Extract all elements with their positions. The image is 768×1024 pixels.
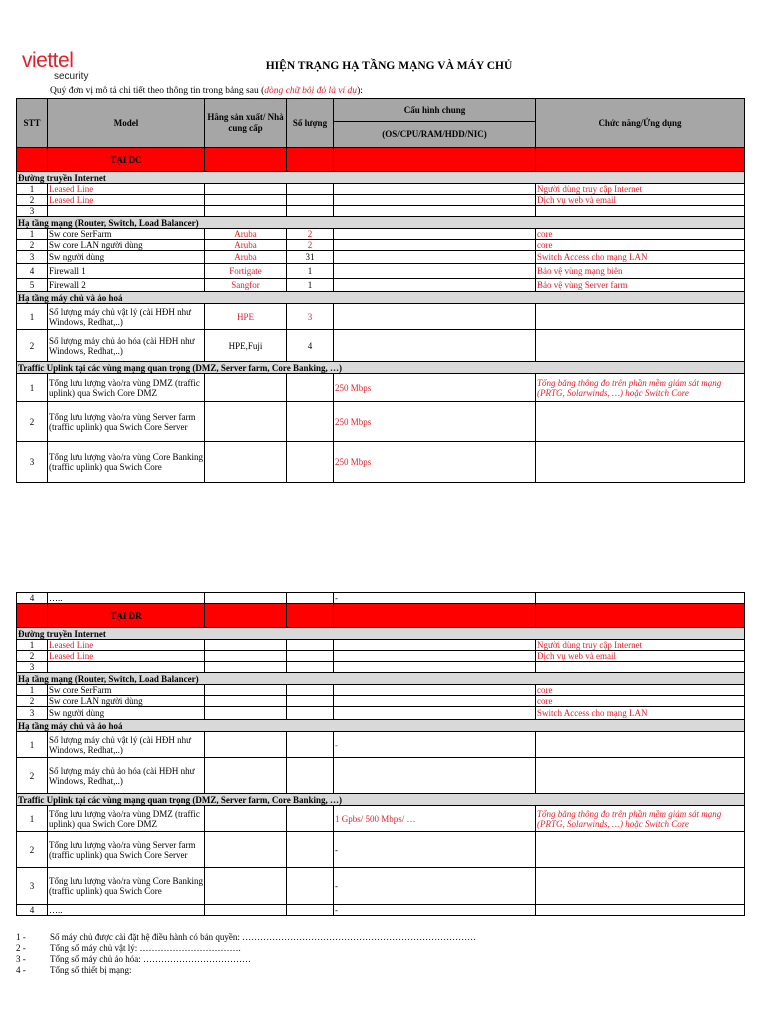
cell-function: core — [536, 685, 745, 696]
cell-config: 250 Mbps — [334, 374, 536, 402]
summary-item — [16, 943, 476, 954]
site-label: TẠI DR — [48, 604, 205, 628]
cell-quantity: 31 — [287, 251, 334, 264]
cell-function: Bảo vệ vùng mạng biên — [536, 264, 745, 279]
dr-inventory-table — [16, 592, 745, 916]
cell-stt: 1 — [17, 806, 48, 832]
table-row — [17, 240, 745, 251]
cell-stt: 2 — [17, 832, 48, 868]
page-title: HIỆN TRẠNG HẠ TẦNG MẠNG VÀ MÁY CHỦ — [265, 60, 513, 72]
cell-config: - — [334, 868, 536, 905]
cell-model: Số lượng máy chủ vật lý (cài HĐH như Windows, Redhat,..) — [48, 732, 205, 758]
logo-wordmark: viettel — [22, 49, 74, 72]
cell-quantity: 3 — [287, 304, 334, 330]
cell-stt: 1 — [17, 184, 48, 195]
table-row — [17, 662, 745, 673]
table-row — [17, 685, 745, 696]
cell-config: 250 Mbps — [334, 402, 536, 442]
logo-subtitle: security — [54, 71, 89, 82]
cell-function: Tổng băng thông đo trên phần mềm giám sát mạng (PRTG, Solarwinds, …) hoặc Switch Core — [536, 806, 745, 832]
summary-number: 3 - — [16, 954, 26, 964]
cell-stt: 2 — [17, 651, 48, 662]
cell-stt: 1 — [17, 685, 48, 696]
cell-model: ….. — [48, 593, 205, 604]
cell-stt: 1 — [17, 640, 48, 651]
summary-text: Số máy chủ được cài đặt hệ điều hành có bản quyền: …………………………………………………………………… — [50, 932, 477, 942]
cell-model: Sw người dùng — [48, 251, 205, 264]
cell-model: Sw core LAN người dùng — [48, 240, 205, 251]
cell-quantity: 2 — [287, 240, 334, 251]
cell-vendor: Fortigate — [205, 264, 287, 279]
section-traffic: Traffic Uplink tại các vùng mạng quan trọng (DMZ, Server farm, Core Banking, …) — [17, 362, 745, 374]
cell-function: Dịch vụ web và email — [536, 195, 745, 206]
table-row — [17, 206, 745, 217]
table-row — [17, 832, 745, 868]
cell-model: Leased Line — [48, 640, 205, 651]
cell-stt: 5 — [17, 279, 48, 292]
summary-number: 1 - — [16, 932, 26, 942]
table-row — [17, 758, 745, 794]
cell-model: Firewall 2 — [48, 279, 205, 292]
header-quantity: Số lượng — [287, 99, 334, 148]
table-row — [17, 442, 745, 483]
cell-vendor: Aruba — [205, 251, 287, 264]
cell-model: Sw core SerFarm — [48, 685, 205, 696]
section-internet: Đường truyền Internet — [17, 628, 745, 640]
cell-model: Tổng lưu lượng vào/ra vùng Core Banking (traffic uplink) qua Swich Core — [48, 868, 205, 905]
table-row — [17, 651, 745, 662]
table-row — [17, 402, 745, 442]
cell-model: Số lượng máy chủ ảo hóa (cài HĐH như Windows, Redhat,..) — [48, 330, 205, 362]
table-row — [17, 279, 745, 292]
table-row — [17, 806, 745, 832]
cell-function: Bảo vệ vùng Server farm — [536, 279, 745, 292]
cell-function: Người dùng truy cập Internet — [536, 640, 745, 651]
site-label: TẠI DC — [48, 148, 205, 172]
section-network: Hạ tầng mạng (Router, Switch, Load Balancer) — [17, 673, 745, 685]
cell-stt: 3 — [17, 662, 48, 673]
cell-config: 1 Gpbs/ 500 Mbps/ … — [334, 806, 536, 832]
cell-vendor: Aruba — [205, 240, 287, 251]
table-row — [17, 593, 745, 604]
cell-model: Sw core LAN người dùng — [48, 696, 205, 707]
cell-model: Tổng lưu lượng vào/ra vùng DMZ (traffic uplink) qua Swich Core DMZ — [48, 806, 205, 832]
summary-item — [16, 965, 476, 976]
table-row — [17, 229, 745, 240]
summary-text: Tổng số máy chủ vật lý: ……………………………. — [50, 943, 241, 953]
header-stt: STT — [17, 99, 48, 148]
cell-config: - — [334, 905, 536, 916]
table-row — [17, 330, 745, 362]
table-row — [17, 868, 745, 905]
cell-config: 250 Mbps — [334, 442, 536, 483]
cell-stt: 4 — [17, 905, 48, 916]
cell-model: Leased Line — [48, 184, 205, 195]
cell-model: Tổng lưu lượng vào/ra vùng Server farm (traffic uplink) qua Swich Core Server — [48, 402, 205, 442]
section-internet: Đường truyền Internet — [17, 172, 745, 184]
table-row — [17, 640, 745, 651]
cell-stt: 3 — [17, 442, 48, 483]
table-row — [17, 696, 745, 707]
cell-model: Số lượng máy chủ ảo hóa (cài HĐH như Windows, Redhat,..) — [48, 758, 205, 794]
table-row — [17, 732, 745, 758]
table-row — [17, 707, 745, 720]
cell-vendor: HPE — [205, 304, 287, 330]
instruction-note — [50, 86, 363, 96]
header-config-sub: (OS/CPU/RAM/HDD/NIC) — [334, 122, 536, 148]
header-function: Chức năng/Ứng dụng — [536, 99, 745, 148]
cell-model: Leased Line — [48, 651, 205, 662]
cell-stt: 3 — [17, 251, 48, 264]
cell-stt: 2 — [17, 696, 48, 707]
cell-stt: 4 — [17, 593, 48, 604]
section-network: Hạ tầng mạng (Router, Switch, Load Balancer) — [17, 217, 745, 229]
cell-stt: 1 — [17, 732, 48, 758]
cell-model: Tổng lưu lượng vào/ra vùng DMZ (traffic uplink) qua Swich Core DMZ — [48, 374, 205, 402]
cell-config: - — [334, 593, 536, 604]
table-row — [17, 304, 745, 330]
table-row — [17, 184, 745, 195]
table-row — [17, 251, 745, 264]
table-row — [17, 195, 745, 206]
cell-stt: 3 — [17, 868, 48, 905]
table-row — [17, 905, 745, 916]
cell-vendor: Sangfor — [205, 279, 287, 292]
cell-quantity: 4 — [287, 330, 334, 362]
cell-model: Leased Line — [48, 195, 205, 206]
cell-stt: 1 — [17, 304, 48, 330]
cell-model: Số lượng máy chủ vật lý (cài HĐH như Windows, Redhat,..) — [48, 304, 205, 330]
cell-model: Sw người dùng — [48, 707, 205, 720]
cell-stt: 2 — [17, 402, 48, 442]
cell-config: - — [334, 732, 536, 758]
cell-stt: 1 — [17, 374, 48, 402]
cell-stt: 3 — [17, 206, 48, 217]
header-model: Model — [48, 99, 205, 148]
summary-item — [16, 954, 476, 965]
cell-stt: 2 — [17, 195, 48, 206]
cell-vendor: HPE,Fuji — [205, 330, 287, 362]
table-row — [17, 264, 745, 279]
cell-function: core — [536, 240, 745, 251]
cell-model: Firewall 1 — [48, 264, 205, 279]
cell-model: Tổng lưu lượng vào/ra vùng Server farm (traffic uplink) qua Swich Core Server — [48, 832, 205, 868]
site-row-dr — [17, 604, 745, 628]
cell-quantity: 1 — [287, 279, 334, 292]
cell-function: core — [536, 696, 745, 707]
summary-text: Tổng số thiết bị mạng: — [50, 965, 132, 975]
cell-stt: 1 — [17, 229, 48, 240]
cell-function: Người dùng truy cập Internet — [536, 184, 745, 195]
summary-number: 2 - — [16, 943, 26, 953]
cell-function: core — [536, 229, 745, 240]
note-example-text: dòng chữ bôi đỏ là ví dụ — [264, 86, 358, 96]
note-suffix: ): — [357, 86, 363, 96]
header-vendor: Hãng sản xuất/ Nhà cung cấp — [205, 99, 287, 148]
section-servers: Hạ tầng máy chủ và ảo hoá — [17, 292, 745, 304]
cell-function: Switch Access cho mạng LAN — [536, 707, 745, 720]
header-config: Cấu hình chung — [334, 99, 536, 122]
cell-stt: 2 — [17, 330, 48, 362]
cell-model: ….. — [48, 905, 205, 916]
cell-stt: 3 — [17, 707, 48, 720]
cell-stt: 2 — [17, 758, 48, 794]
cell-config: - — [334, 832, 536, 868]
cell-quantity: 1 — [287, 264, 334, 279]
cell-quantity: 2 — [287, 229, 334, 240]
section-traffic: Traffic Uplink tại các vùng mạng quan trọng (DMZ, Server farm, Core Banking, …) — [17, 794, 745, 806]
note-prefix: Quý đơn vị mô tả chi tiết theo thông tin trong bảng sau ( — [50, 86, 265, 96]
summary-text: Tổng số máy chủ ảo hóa: ……………………………… — [50, 954, 251, 964]
cell-function: Tổng băng thông đo trên phần mềm giám sát mạng (PRTG, Solarwinds, …) hoặc Switch Core — [536, 374, 745, 402]
summary-item — [16, 932, 476, 943]
cell-function: Switch Access cho mạng LAN — [536, 251, 745, 264]
cell-function: Dịch vụ web và email — [536, 651, 745, 662]
summary-list — [16, 932, 476, 976]
cell-stt: 4 — [17, 264, 48, 279]
cell-vendor: Aruba — [205, 229, 287, 240]
summary-number: 4 - — [16, 965, 26, 975]
cell-stt: 2 — [17, 240, 48, 251]
section-servers: Hạ tầng máy chủ và ảo hoá — [17, 720, 745, 732]
site-row-dc — [17, 148, 745, 172]
cell-model: Tổng lưu lượng vào/ra vùng Core Banking (traffic uplink) qua Swich Core — [48, 442, 205, 483]
dc-inventory-table — [16, 98, 745, 483]
table-row — [17, 374, 745, 402]
cell-model: Sw core SerFarm — [48, 229, 205, 240]
